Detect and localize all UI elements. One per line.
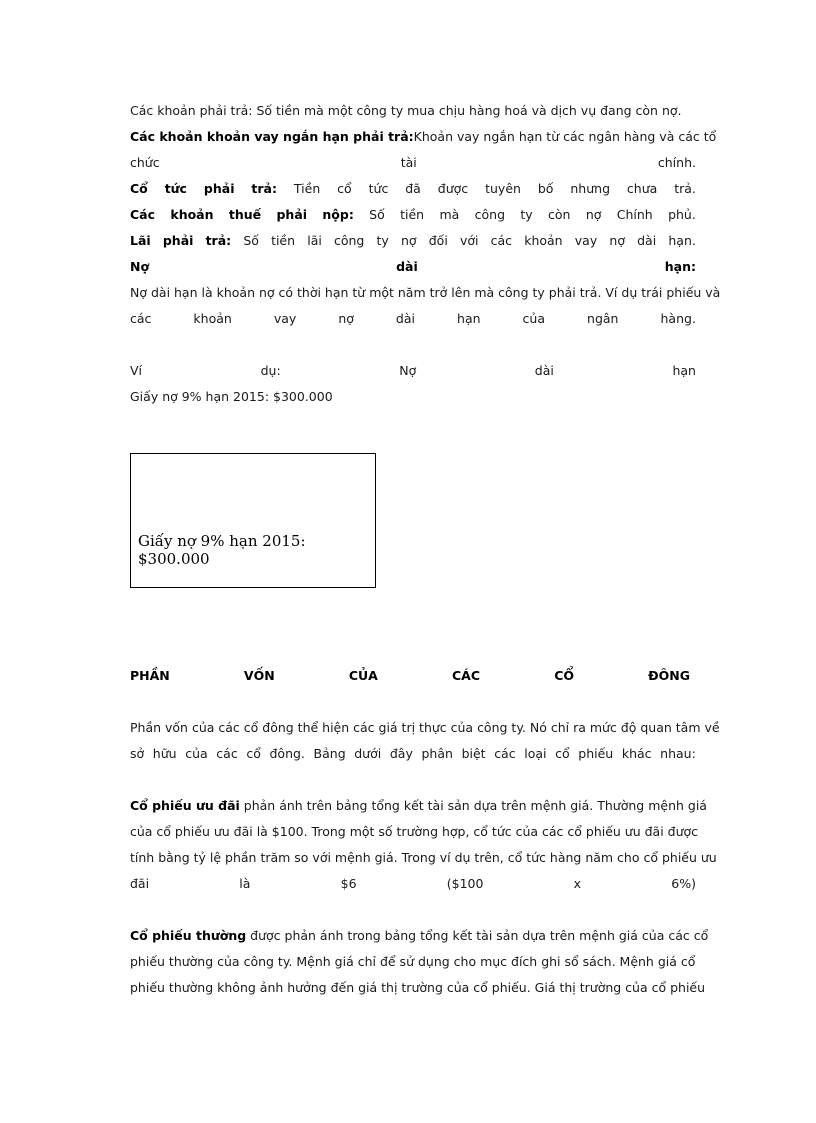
taxes-payable-line: Các khoản thuế phải nộp: Số tiền mà công ty còn nợ Chính phủ. [130, 207, 696, 222]
short-term-loans-term: Các khoản khoản vay ngắn hạn phải trả: [130, 129, 414, 144]
equity-section [130, 663, 720, 1001]
long-term-debt-desc-2: các khoản vay nợ dài hạn của ngân hàng. [130, 311, 696, 326]
common-line-3: phiếu thường không ảnh hưởng đến giá thị trường của cổ phiếu. Giá thị trường của cổ phiếu [130, 980, 706, 995]
preferred-term: Cổ phiếu ưu đãi [130, 798, 240, 813]
preferred-line-2: của cổ phiếu ưu đãi là $100. Trong một số trường hợp, cổ tức của các cổ phiếu ưu đãi được [130, 824, 699, 839]
preferred-line-3: tính bằng tỷ lệ phần trăm so với mệnh giá. Trong ví dụ trên, cổ tức hàng năm cho cổ phiếu ưu [130, 850, 717, 865]
equity-intro-1: Phần vốn của các cổ đông thể hiện các giá trị thực của công ty. Nó chỉ ra mức độ quan tâm về [130, 720, 720, 735]
common-line-2: phiếu thường của công ty. Mệnh giá chỉ để sử dụng cho mục đích ghi sổ sách. Mệnh giá cổ [130, 954, 696, 969]
dividends-payable-line: Cổ tức phải trả: Tiền cổ tức đã được tuyên bố nhưng chưa trả. [130, 181, 696, 196]
short-term-loans-cont: chức tài chính. [130, 155, 696, 170]
long-term-debt-desc-1: Nợ dài hạn là khoản nợ có thời hạn từ một năm trở lên mà công ty phải trả. Ví dụ trái phiếu và [130, 285, 721, 300]
interest-payable-line: Lãi phải trả: Số tiền lãi công ty nợ đối với các khoản vay nợ dài hạn. [130, 233, 696, 248]
equity-heading: PHẦN VỐN CỦA CÁC CỔ ĐÔNG [130, 668, 690, 683]
example-heading: Ví dụ: Nợ dài hạn [130, 363, 696, 378]
short-term-loans-line [130, 124, 717, 150]
common-line-1: Cổ phiếu thường được phản ánh trong bảng tổng kết tài sản dựa trên mệnh giá của các cổ [130, 928, 709, 943]
example-line: Giấy nợ 9% hạn 2015: $300.000 [130, 389, 333, 404]
accounts-payable-line: Các khoản phải trả: Số tiền mà một công ty mua chịu hàng hoá và dịch vụ đang còn nợ. [130, 103, 682, 118]
common-term: Cổ phiếu thường [130, 928, 247, 943]
equity-intro-2: sở hữu của các cổ đông. Bảng dưới đây phân biệt các loại cổ phiếu khác nhau: [130, 746, 696, 761]
long-term-debt-heading: Nợ dài hạn: [130, 259, 696, 274]
document-body [130, 98, 721, 410]
short-term-loans-desc: Khoản vay ngắn hạn từ các ngân hàng và các tổ [413, 129, 717, 144]
box-text: Giấy nợ 9% hạn 2015: $300.000 [138, 532, 306, 568]
example-text-box [130, 453, 376, 588]
preferred-line-4: đãi là $6 ($100 x 6%) [130, 876, 696, 891]
preferred-line-1: Cổ phiếu ưu đãi phản ánh trên bảng tổng kết tài sản dựa trên mệnh giá. Thường mệnh giá [130, 798, 707, 813]
